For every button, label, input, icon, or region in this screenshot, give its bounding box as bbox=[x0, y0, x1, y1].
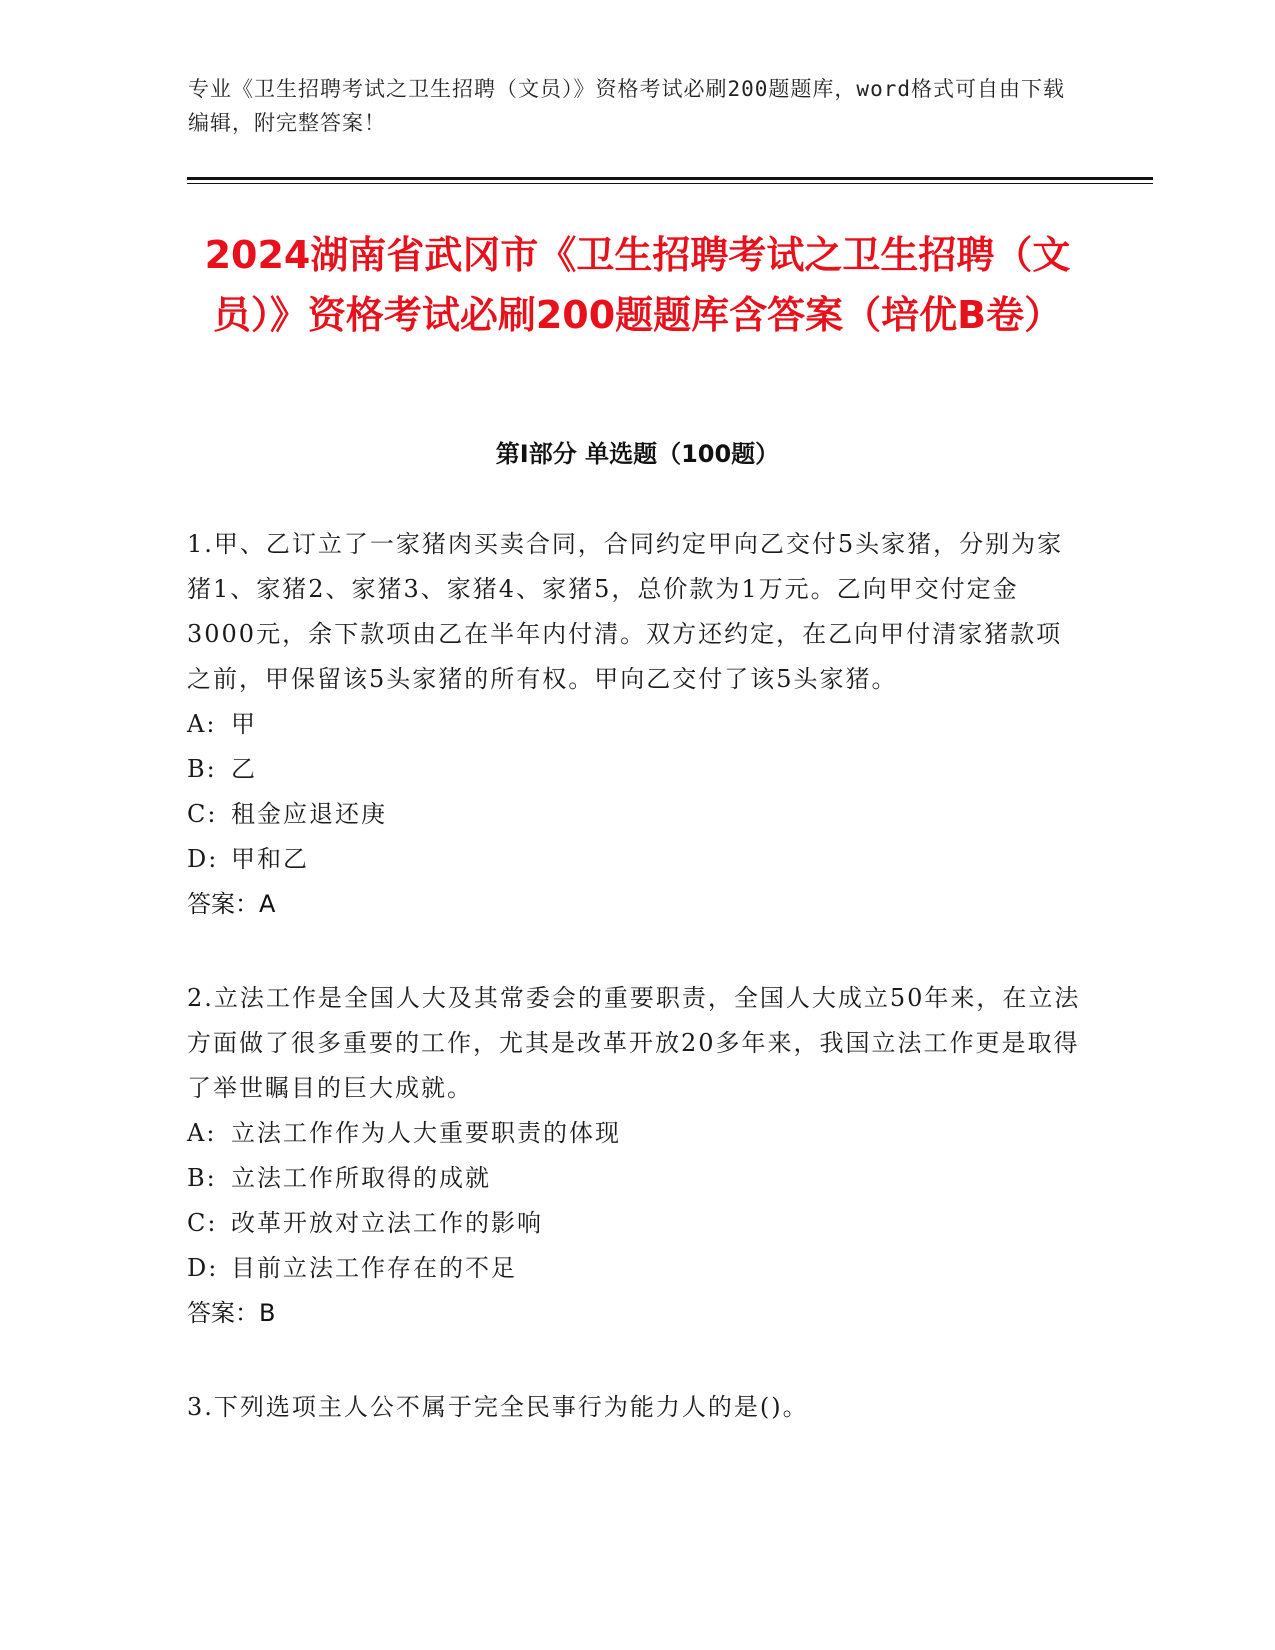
option-d bbox=[187, 837, 1087, 882]
option-text: 租金应退还庚 bbox=[231, 800, 387, 828]
option-c bbox=[187, 1201, 1087, 1246]
option-key: C: bbox=[187, 1209, 218, 1237]
question-1 bbox=[187, 522, 1087, 927]
document-title: 2024湖南省武冈市《卫生招聘考试之卫生招聘（文员）》资格考试必刷200题题库含答案（培优B卷） bbox=[204, 233, 1071, 337]
header-rule-thick bbox=[187, 177, 1153, 180]
question-2 bbox=[187, 976, 1087, 1336]
option-key: A: bbox=[187, 1119, 217, 1147]
option-key: D: bbox=[187, 1254, 219, 1282]
question-stem: 3.下列选项主人公不属于完全民事行为能力人的是()。 bbox=[187, 1393, 809, 1421]
option-a bbox=[187, 1111, 1087, 1156]
section-heading: 第Ⅰ部分 单选题（100题） bbox=[495, 440, 780, 468]
option-text: 乙 bbox=[231, 755, 257, 783]
option-text: 目前立法工作存在的不足 bbox=[231, 1254, 517, 1282]
option-b bbox=[187, 1156, 1087, 1201]
option-d bbox=[187, 1246, 1087, 1291]
option-key: B: bbox=[187, 755, 217, 783]
option-key: A: bbox=[187, 710, 217, 738]
header-note: 专业《卫生招聘考试之卫生招聘（文员）》资格考试必刷200题题库，word格式可自由下载编辑，附完整答案！ bbox=[188, 77, 1065, 135]
option-c bbox=[187, 792, 1087, 837]
option-key: C: bbox=[187, 800, 218, 828]
question-stem: 1.甲、乙订立了一家猪肉买卖合同，合同约定甲向乙交付5头家猪，分别为家猪1、家猪2、家猪3、家猪4、家猪5，总价款为1万元。乙向甲交付定金3000元，余下款项由乙在半年内付清。双方还约定，在乙向甲付清家猪款项之前，甲保留该5头家猪的所有权。甲向乙交付了该5头家猪。 bbox=[187, 530, 1064, 693]
option-text: 立法工作作为人大重要职责的体现 bbox=[231, 1119, 621, 1147]
option-text: 甲和乙 bbox=[231, 845, 309, 873]
option-b bbox=[187, 747, 1087, 792]
option-text: 立法工作所取得的成就 bbox=[231, 1164, 491, 1192]
option-text: 甲 bbox=[231, 710, 257, 738]
option-text: 改革开放对立法工作的影响 bbox=[231, 1209, 543, 1237]
option-key: D: bbox=[187, 845, 219, 873]
answer-label: 答案：B bbox=[187, 1299, 276, 1327]
option-key: B: bbox=[187, 1164, 217, 1192]
question-stem: 2.立法工作是全国人大及其常委会的重要职责，全国人大成立50年来，在立法方面做了很多重要的工作，尤其是改革开放20多年来，我国立法工作更是取得了举世瞩目的巨大成就。 bbox=[187, 984, 1081, 1102]
header-rule-thin bbox=[187, 183, 1153, 184]
question-3 bbox=[187, 1385, 1087, 1430]
question-list bbox=[187, 522, 1087, 1479]
answer-label: 答案：A bbox=[187, 890, 276, 918]
option-a bbox=[187, 702, 1087, 747]
